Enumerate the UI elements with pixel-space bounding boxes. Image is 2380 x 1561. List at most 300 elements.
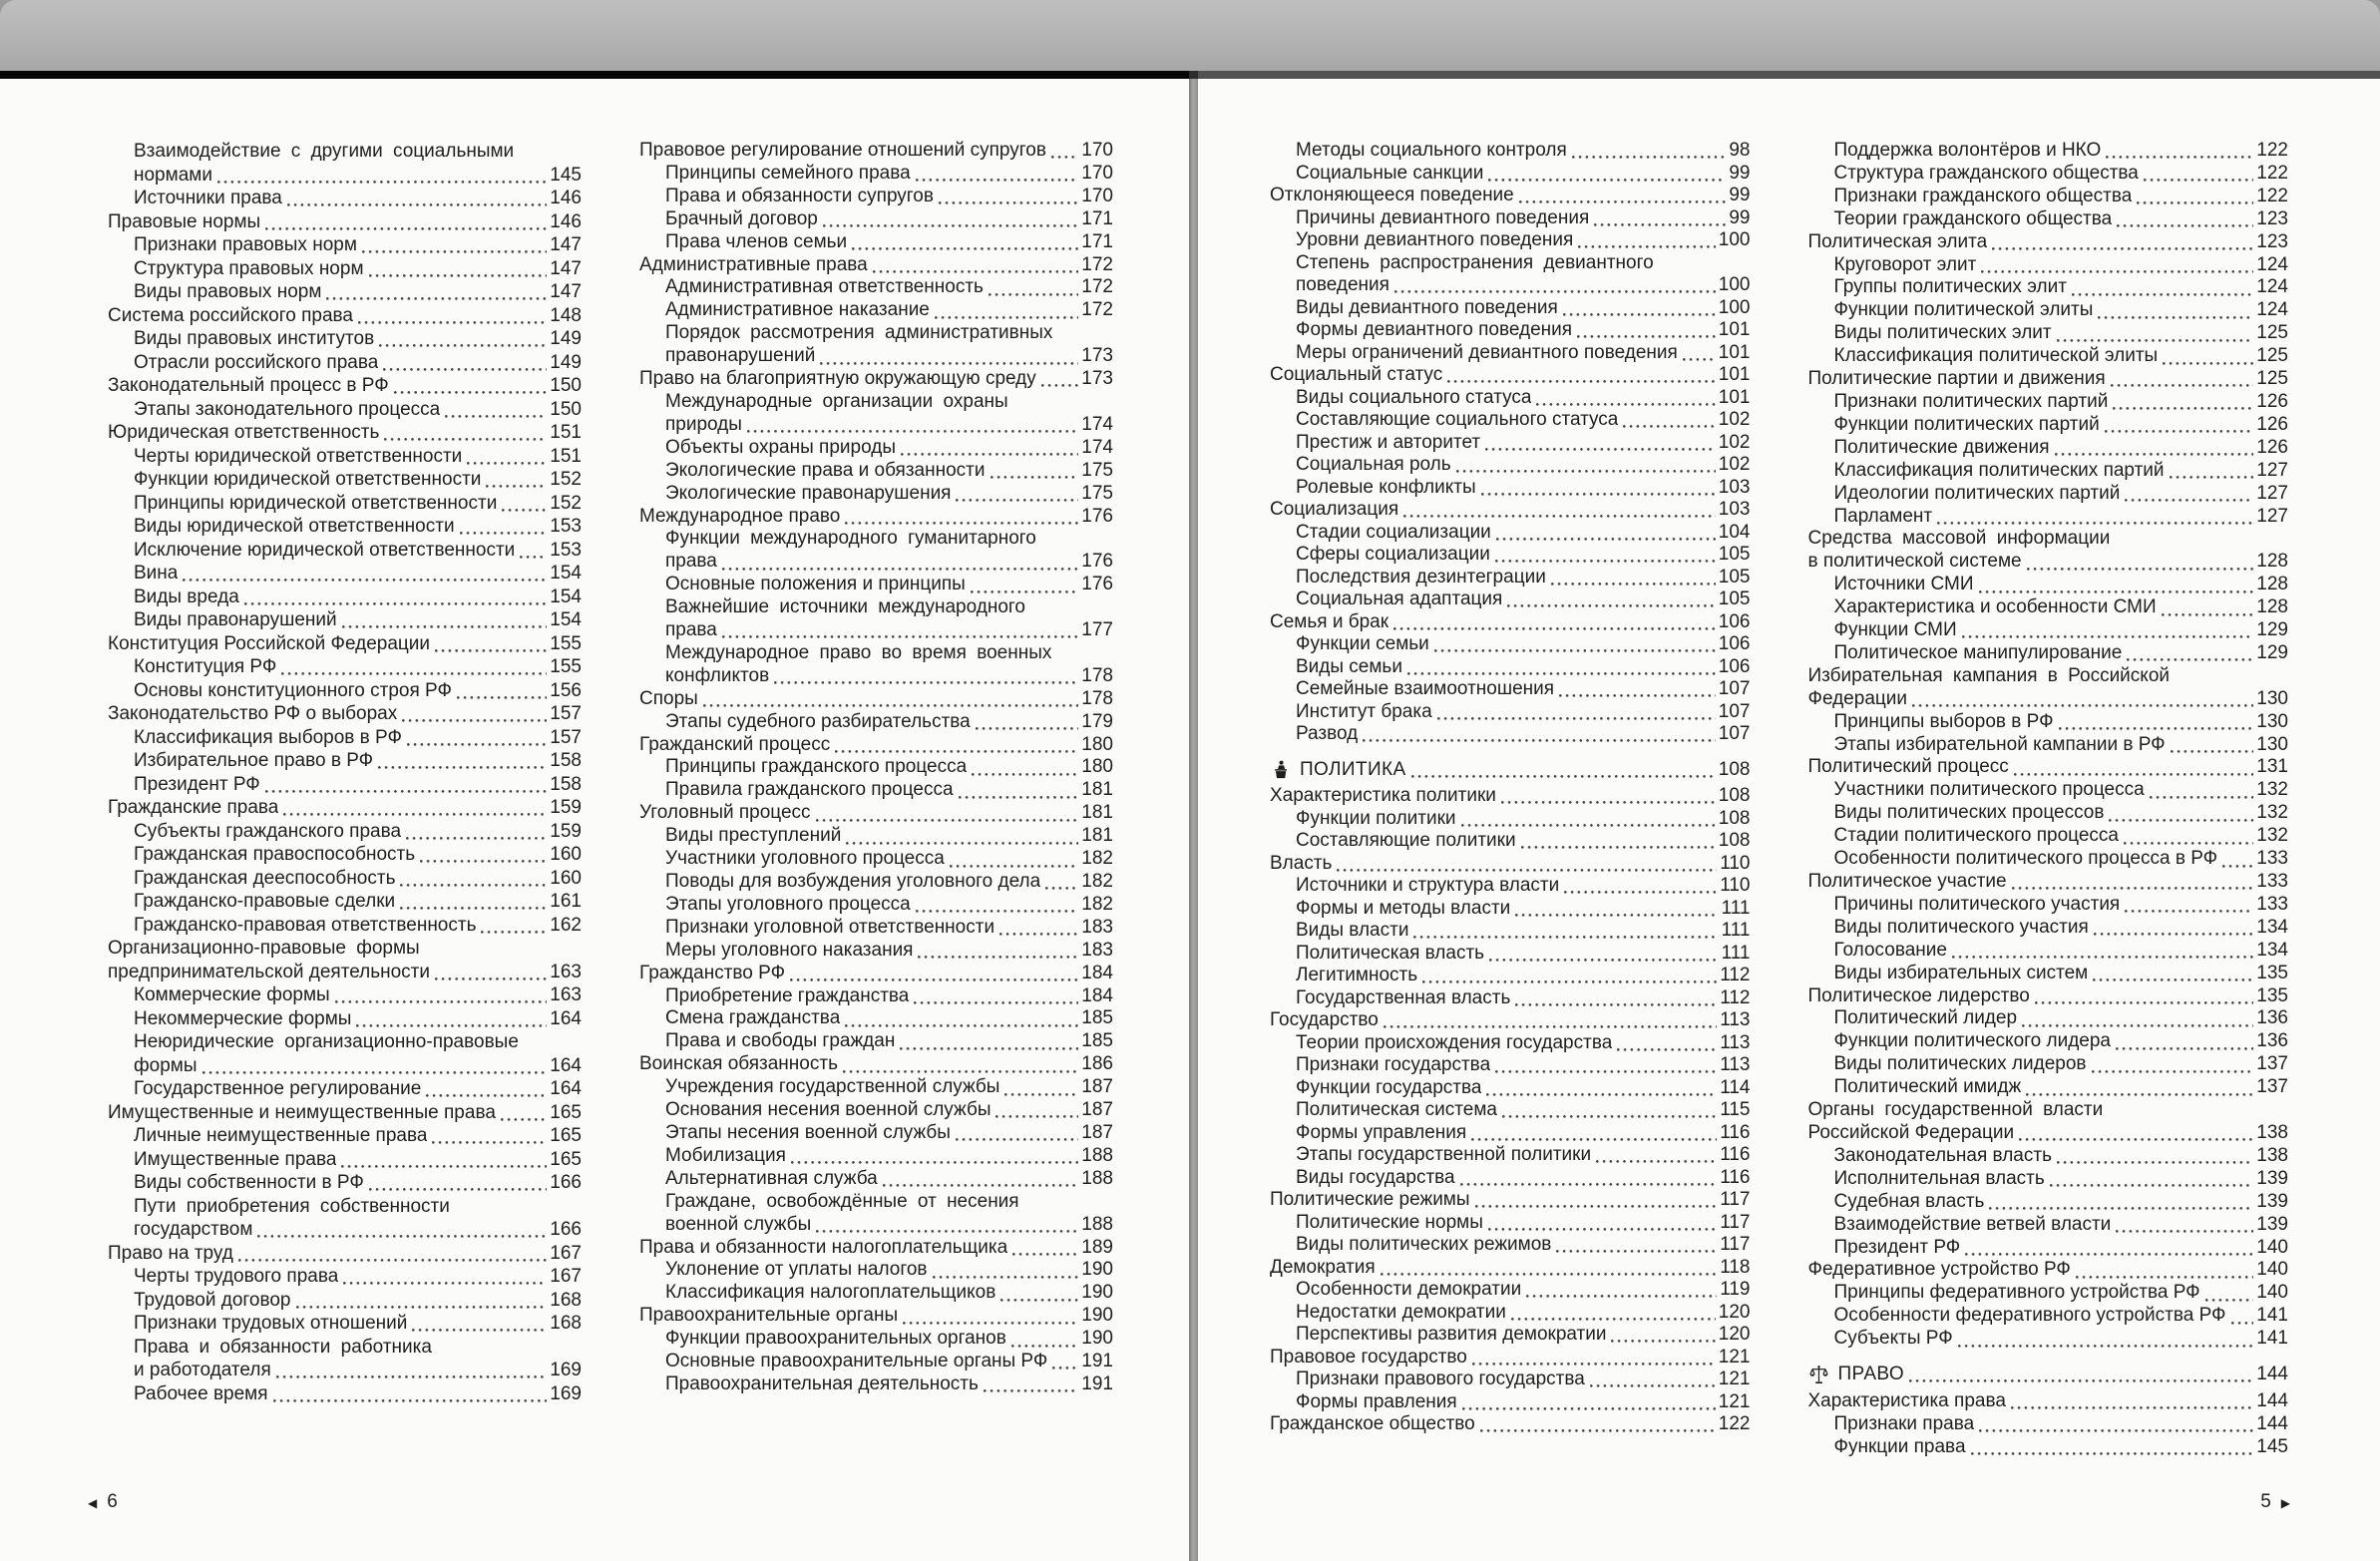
toc-entry-page-number: 121: [1718, 1368, 1751, 1389]
dotted-leader: [2022, 1024, 2253, 1027]
toc-entry-title: Этапы судебного разбирательства: [665, 710, 971, 732]
toc-entry-title: Виды правовых институтов: [134, 328, 375, 349]
dotted-leader: [1488, 1228, 1717, 1231]
toc-entry-title: Средства массовой информации: [1807, 528, 2111, 550]
toc-entry-title: Граждане, освобождённые от несения: [665, 1190, 1019, 1212]
toc-entry-page-number: 125: [2256, 322, 2288, 344]
toc-entry: [1270, 409, 1751, 432]
toc-entry: [1270, 1234, 1751, 1257]
toc-entry: [108, 327, 582, 351]
toc-entry-title: Виды собственности в РФ: [134, 1172, 364, 1193]
toc-entry: [1270, 701, 1751, 724]
toc-entry-page-number: 120: [1718, 1324, 1751, 1345]
dotted-leader: [1590, 1384, 1716, 1387]
toc-entry-title: Гражданская правоспособность: [134, 844, 416, 865]
toc-entry: [108, 608, 582, 632]
toc-entry: [639, 506, 1113, 529]
toc-entry-title: Избирательная кампания в Российской: [1807, 664, 2171, 686]
toc-entry-page-number: 185: [1081, 1007, 1113, 1029]
dotted-leader: [1559, 694, 1716, 697]
toc-entry-title: Имущественные права: [134, 1148, 337, 1170]
toc-entry-title: Споры: [639, 687, 698, 709]
toc-entry-title: Признаки трудовых отношений: [134, 1313, 408, 1334]
toc-entry: [1808, 1168, 2289, 1191]
dotted-leader: [2014, 773, 2254, 776]
toc-entry: [1270, 1257, 1751, 1280]
toc-entry-page-number: 137: [2256, 1053, 2288, 1075]
dotted-leader: [1456, 470, 1716, 473]
dotted-leader: [2111, 384, 2254, 387]
dotted-leader: [933, 1276, 1079, 1279]
toc-entry-page-number: 140: [2256, 1236, 2288, 1258]
toc-entry-title: Международные организации охраны: [665, 390, 1008, 412]
toc-entry-page-number: 187: [1081, 1099, 1113, 1121]
toc-entry-page-number: 169: [550, 1360, 582, 1380]
toc-entry-page-number: 168: [550, 1289, 582, 1311]
toc-entry: [1270, 898, 1751, 921]
toc-entry-title: Стадии политического процесса: [1833, 825, 2119, 847]
toc-entry-page-number: 154: [550, 563, 582, 584]
toc-entry: [1270, 943, 1751, 966]
toc-entry: [1270, 1413, 1751, 1436]
toc-entry-title: Личные неимущественные права: [134, 1125, 428, 1146]
toc-entry-page-number: 126: [2256, 436, 2288, 458]
toc-entry-title: Функции права: [1833, 1435, 1966, 1457]
toc-entry: [1808, 460, 2289, 483]
toc-entry-title: Система российского права: [108, 304, 353, 326]
toc-entry-title: Учреждения государственной службы: [665, 1076, 1000, 1098]
toc-entry: [1808, 1436, 2289, 1459]
toc-entry-page-number: 165: [550, 1125, 582, 1146]
toc-entry: [1808, 985, 2289, 1008]
dotted-leader: [2105, 430, 2254, 433]
toc-entry: [1270, 185, 1751, 207]
toc-entry-title: Уголовный процесс: [639, 802, 811, 824]
toc-entry-title: военной службы: [665, 1213, 812, 1235]
toc-entry: [1808, 1191, 2289, 1214]
toc-entry-page-number: 133: [2256, 893, 2288, 915]
dotted-leader: [1511, 1318, 1716, 1321]
toc-entry-title: Признаки правового государства: [1296, 1368, 1585, 1389]
toc-entry-title: Признаки права: [1833, 1412, 1975, 1434]
toc-entry: [1270, 1167, 1751, 1190]
toc-entry-title: Виды девиантного поведения: [1296, 296, 1558, 318]
dotted-leader: [1485, 448, 1716, 451]
toc-entry-page-number: 118: [1720, 1256, 1751, 1278]
toc-entry: [108, 233, 582, 257]
toc-entry-page-number: 181: [1081, 825, 1113, 847]
toc-entry-page-number: 173: [1081, 345, 1113, 367]
dotted-leader: [2116, 1047, 2253, 1050]
toc-entry: [108, 1101, 582, 1125]
toc-entry-title: Объекты охраны природы: [665, 436, 896, 458]
dotted-leader: [1507, 604, 1715, 607]
toc-entry-wrapped-line: [108, 937, 582, 961]
toc-entry-title: Политическое участие: [1807, 871, 2007, 892]
toc-entry: [108, 1124, 582, 1148]
dotted-leader: [1572, 156, 1727, 159]
toc-entry-title: Голосование: [1833, 939, 1947, 961]
toc-entry: [1808, 1214, 2289, 1237]
toc-entry-title: Престиж и авторитет: [1296, 431, 1481, 453]
dotted-leader: [335, 1000, 548, 1003]
toc-entry-page-number: 112: [1720, 965, 1751, 985]
toc-entry-title: Государственная власть: [1296, 986, 1511, 1008]
dotted-leader: [2117, 224, 2253, 227]
toc-entry-page-number: 159: [550, 797, 582, 818]
toc-entry-page-number: 172: [1081, 253, 1113, 275]
toc-entry-title: Смена гражданства: [665, 1007, 841, 1029]
toc-entry-page-number: 157: [550, 703, 582, 724]
dotted-leader: [791, 1161, 1078, 1164]
toc-entry: [1270, 1324, 1751, 1347]
toc-entry-title: Федеративное устройство РФ: [1807, 1259, 2071, 1281]
toc-entry-title: Признаки уголовной ответственности: [665, 916, 995, 938]
dotted-leader: [916, 910, 1079, 913]
toc-entry: [639, 368, 1113, 391]
toc-entry-page-number: 127: [2256, 482, 2288, 504]
dotted-leader: [916, 179, 1079, 182]
toc-entry-page-number: 100: [1718, 274, 1751, 295]
toc-entry-title: Принципы юридической ответственности: [134, 492, 498, 514]
toc-entry: [1808, 940, 2289, 963]
toc-entry-page-number: 108: [1718, 807, 1751, 829]
toc-entry-title: Участники политического процесса: [1833, 779, 2145, 801]
toc-entry: [639, 1259, 1113, 1282]
toc-entry: [639, 688, 1113, 711]
toc-entry-title: Формы правления: [1296, 1390, 1457, 1412]
toc-entry-title: Трудовой договор: [134, 1289, 291, 1311]
left-page-number: 6: [107, 1491, 118, 1512]
toc-entry: [108, 1382, 582, 1406]
dotted-leader: [183, 579, 547, 582]
dotted-leader: [935, 316, 1078, 319]
dotted-leader: [460, 532, 548, 535]
toc-entry-title: Политическая система: [1296, 1099, 1497, 1120]
dotted-leader: [2050, 1184, 2254, 1187]
dotted-leader: [1411, 775, 1716, 778]
toc-entry-page-number: 154: [550, 609, 582, 630]
toc-entry-page-number: 153: [550, 539, 582, 561]
dotted-leader: [406, 837, 547, 840]
toc-entry: [639, 1122, 1113, 1145]
right-page: [1198, 71, 2380, 1561]
dotted-leader: [1004, 1093, 1078, 1096]
toc-entry-page-number: 126: [2256, 413, 2288, 435]
dotted-leader: [402, 719, 547, 722]
toc-entry-title: Президент РФ: [1833, 1236, 1961, 1258]
right-page-footer: [2260, 1491, 2290, 1513]
toc-entry-title: Власть: [1270, 852, 1333, 874]
toc-entry-page-number: 171: [1081, 230, 1113, 252]
toc-entry: [1808, 345, 2289, 368]
toc-entry-page-number: 134: [2256, 939, 2288, 961]
toc-entry-page-number: 147: [550, 281, 582, 302]
toc-entry: [639, 1282, 1113, 1305]
dotted-leader: [2027, 568, 2254, 571]
toc-entry-title: Виды политических процессов: [1833, 802, 2105, 824]
dotted-leader: [2106, 156, 2253, 159]
toc-entry: [639, 1053, 1113, 1076]
toc-entry-page-number: 156: [550, 679, 582, 701]
toc-entry-page-number: 122: [1718, 1413, 1751, 1434]
toc-entry: [1808, 1305, 2289, 1328]
toc-entry-page-number: 174: [1081, 413, 1113, 435]
dotted-leader: [379, 344, 547, 347]
toc-entry-page-number: 110: [1720, 875, 1751, 896]
toc-entry-title: Семейные взаимоотношения: [1296, 678, 1555, 699]
toc-entry-page-number: 138: [2256, 1144, 2288, 1166]
book-spread: [0, 71, 2380, 1561]
toc-entry-page-number: 170: [1081, 140, 1113, 161]
dotted-leader: [2171, 750, 2254, 753]
toc-entry-title: Взаимодействие с другими социальными: [134, 141, 515, 162]
dotted-leader: [276, 1375, 548, 1378]
toc-entry-page-number: 190: [1081, 1259, 1113, 1281]
toc-entry: [1808, 688, 2289, 711]
toc-entry-page-number: 173: [1081, 368, 1113, 390]
dotted-leader: [1965, 1253, 2253, 1256]
scales-of-justice-icon: [1808, 1365, 1829, 1385]
toc-entry-page-number: 100: [1718, 229, 1751, 250]
toc-entry-page-number: 139: [2256, 1167, 2288, 1189]
toc-entry: [639, 802, 1113, 825]
dotted-leader: [845, 1024, 1078, 1027]
dotted-leader: [1496, 538, 1716, 541]
dotted-leader: [835, 750, 1078, 753]
toc-entry-page-number: 123: [2256, 207, 2288, 229]
toc-entry: [1808, 1390, 2289, 1413]
toc-entry: [639, 985, 1113, 1008]
toc-entry-title: Формы и методы власти: [1296, 897, 1511, 919]
dotted-leader: [1480, 1429, 1716, 1432]
toc-entry-page-number: 102: [1718, 409, 1751, 430]
dotted-leader: [435, 977, 547, 980]
toc-entry-title: Классификация налогоплательщиков: [665, 1282, 996, 1304]
dotted-leader: [1403, 515, 1716, 518]
toc-entry: [108, 890, 582, 914]
dotted-leader: [426, 1094, 547, 1097]
toc-entry-title: Гражданство РФ: [639, 962, 786, 983]
toc-entry: [1808, 140, 2289, 163]
toc-entry-title: Экологические права и обязанности: [665, 459, 986, 481]
toc-entry-title: Мобилизация: [665, 1144, 786, 1166]
toc-entry-page-number: 183: [1081, 939, 1113, 961]
toc-entry: [1808, 1122, 2289, 1145]
toc-entry-page-number: 122: [2256, 185, 2288, 206]
toc-entry: [108, 187, 582, 210]
toc-entry: [639, 734, 1113, 757]
toc-entry-page-number: 168: [550, 1313, 582, 1334]
dotted-leader: [362, 250, 547, 253]
dotted-leader: [1617, 1048, 1717, 1051]
toc-entry-wrapped-line: [108, 1030, 582, 1054]
toc-entry-title: Отклоняющееся поведение: [1270, 185, 1514, 205]
dotted-leader: [2162, 613, 2254, 616]
toc-entry: [108, 961, 582, 984]
toc-entry-page-number: 128: [2256, 596, 2288, 618]
dotted-leader: [1447, 380, 1716, 383]
toc-entry-title: Некоммерческие формы: [134, 1007, 352, 1029]
toc-entry-title: Классификация политической элиты: [1833, 345, 2159, 367]
toc-entry-wrapped-line: [108, 140, 582, 164]
toc-entry: [1270, 875, 1751, 898]
toc-entry: [1808, 1145, 2289, 1168]
toc-entry-title: Виды власти: [1296, 920, 1409, 941]
toc-entry-title: Функции международного гуманитарного: [665, 528, 1036, 550]
toc-entry-page-number: 116: [1720, 1121, 1751, 1143]
toc-entry-page-number: 152: [550, 469, 582, 490]
toc-entry-title: Признаки политических партий: [1833, 390, 2109, 412]
toc-entry-page-number: 164: [550, 1078, 582, 1099]
toc-entry: [639, 1007, 1113, 1030]
toc-entry: [1270, 1009, 1751, 1032]
toc-entry-page-number: 160: [550, 867, 582, 889]
toc-entry-title: Правоохранительные органы: [639, 1305, 899, 1327]
toc-entry-page-number: 166: [550, 1172, 582, 1193]
toc-entry-page-number: 147: [550, 234, 582, 255]
toc-entry-title: Политический лидер: [1833, 1007, 2018, 1029]
dotted-leader: [432, 1141, 547, 1144]
toc-entry-page-number: 135: [2256, 984, 2288, 1006]
toc-entry-page-number: 130: [2256, 733, 2288, 755]
toc-entry-title: Экологические правонарушения: [665, 482, 952, 504]
toc-entry-page-number: 151: [550, 422, 582, 443]
toc-entry-title: Право на труд: [108, 1242, 233, 1264]
toc-entry-title: Пути приобретения собственности: [134, 1195, 450, 1217]
dotted-leader: [420, 860, 547, 863]
toc-entry: [108, 1007, 582, 1031]
dotted-leader: [901, 453, 1078, 456]
toc-entry-page-number: 185: [1081, 1030, 1113, 1052]
toc-entry-page-number: 117: [1720, 1234, 1751, 1255]
dotted-leader: [2057, 339, 2254, 342]
prev-page-arrow-icon: ◀: [88, 1496, 98, 1510]
toc-entry-title: Социализация: [1270, 499, 1399, 520]
dotted-leader: [2057, 1161, 2253, 1164]
toc-entry-page-number: 137: [2256, 1076, 2288, 1098]
toc-entry: [1270, 477, 1751, 500]
toc-entry: [108, 1077, 582, 1101]
toc-entry-title: Черты юридической ответственности: [134, 445, 463, 467]
toc-entry-title: Социальный статус: [1270, 364, 1443, 385]
toc-entry-page-number: 147: [550, 257, 582, 279]
toc-entry-title: Стадии социализации: [1296, 521, 1491, 543]
dotted-leader: [2124, 842, 2253, 845]
toc-entry-title: Приобретение гражданства: [665, 984, 910, 1006]
dotted-leader: [2125, 910, 2253, 913]
dotted-leader: [1989, 1207, 2253, 1210]
toc-entry-title: Политические нормы: [1296, 1211, 1483, 1233]
toc-entry: [1808, 596, 2289, 619]
dotted-leader: [873, 270, 1079, 273]
dotted-leader: [1683, 358, 1716, 361]
toc-entry-page-number: 105: [1718, 588, 1751, 609]
toc-entry-page-number: 111: [1721, 920, 1751, 941]
dotted-leader: [1045, 887, 1078, 890]
toc-entry: [1808, 1237, 2289, 1260]
toc-entry: [1808, 1259, 2289, 1282]
toc-entry-page-number: 99: [1729, 206, 1751, 228]
toc-entry: [1808, 414, 2289, 437]
dotted-leader: [1564, 891, 1717, 894]
toc-entry-title: Субъекты гражданского права: [134, 820, 402, 842]
toc-entry: [1808, 574, 2289, 596]
toc-entry-title: Виды политических лидеров: [1833, 1053, 2087, 1075]
toc-entry: [1270, 454, 1751, 477]
toc-entry-title: Принципы гражданского процесса: [665, 756, 968, 778]
toc-entry: [1808, 506, 2289, 529]
dotted-leader: [287, 203, 547, 206]
toc-entry-title: Формы управления: [1296, 1121, 1467, 1143]
toc-entry-page-number: 130: [2256, 710, 2288, 732]
toc-entry-page-number: 182: [1081, 871, 1113, 892]
toc-entry-page-number: 131: [2256, 756, 2288, 778]
dotted-leader: [1434, 649, 1716, 652]
dotted-leader: [502, 509, 547, 512]
toc-entry-page-number: 167: [550, 1266, 582, 1287]
toc-entry: [1270, 633, 1751, 656]
toc-entry-title: Характеристика права: [1807, 1389, 2006, 1411]
toc-entry: [108, 515, 582, 539]
toc-entry-page-number: 148: [550, 304, 582, 326]
toc-entry-title: Теории происхождения государства: [1296, 1031, 1613, 1053]
toc-entry-page-number: 157: [550, 726, 582, 748]
toc-entry-title: Недостатки демократии: [1296, 1301, 1506, 1323]
toc-entry-page-number: 104: [1718, 521, 1751, 543]
toc-entry: [639, 1214, 1113, 1237]
dotted-leader: [342, 625, 548, 628]
dotted-leader: [486, 485, 547, 488]
toc-entry-page-number: 128: [2256, 574, 2288, 595]
toc-entry: [1270, 207, 1751, 230]
toc-entry-page-number: 186: [1081, 1053, 1113, 1075]
toc-entry: [108, 914, 582, 938]
dotted-leader: [900, 1047, 1078, 1050]
toc-entry: [108, 843, 582, 867]
toc-entry: [1270, 678, 1751, 701]
toc-entry-title: Составляющие политики: [1296, 830, 1516, 851]
toc-entry: [1270, 432, 1751, 455]
toc-entry-title: Степень распространения девиантного: [1296, 251, 1654, 273]
toc-entry-title: Основные правоохранительные органы РФ: [665, 1351, 1048, 1372]
dotted-leader: [1981, 270, 2253, 273]
toc-entry-title: Виды государства: [1296, 1166, 1455, 1188]
toc-entry-title: Рабочее время: [134, 1382, 268, 1404]
toc-entry: [1808, 1007, 2289, 1030]
toc-entry: [1270, 588, 1751, 611]
toc-entry-page-number: 141: [2256, 1305, 2288, 1327]
toc-entry-page-number: 184: [1081, 962, 1113, 983]
toc-entry-title: Гражданско-правовые сделки: [134, 891, 396, 912]
toc-entry-page-number: 130: [2256, 687, 2288, 709]
dotted-leader: [445, 415, 547, 418]
toc-entry-title: Судебная власть: [1833, 1190, 1985, 1212]
dotted-leader: [1909, 1379, 2253, 1382]
dotted-leader: [1471, 1138, 1717, 1141]
toc-entry-title: Классификация политических партий: [1833, 459, 2165, 481]
toc-entry: [1270, 1032, 1751, 1055]
toc-entry-title: Структура правовых норм: [134, 257, 364, 279]
toc-entry: [1808, 1076, 2289, 1099]
dotted-leader: [950, 865, 1078, 868]
toc-entry-title: Законодательство РФ о выборах: [108, 703, 398, 724]
dotted-leader: [384, 438, 547, 441]
toc-entry-title: Меры уголовного наказания: [665, 939, 914, 961]
toc-entry-page-number: 136: [2256, 1007, 2288, 1029]
toc-entry-page-number: 120: [1718, 1301, 1751, 1323]
toc-entry-title: Этапы законодательного процесса: [134, 398, 441, 420]
